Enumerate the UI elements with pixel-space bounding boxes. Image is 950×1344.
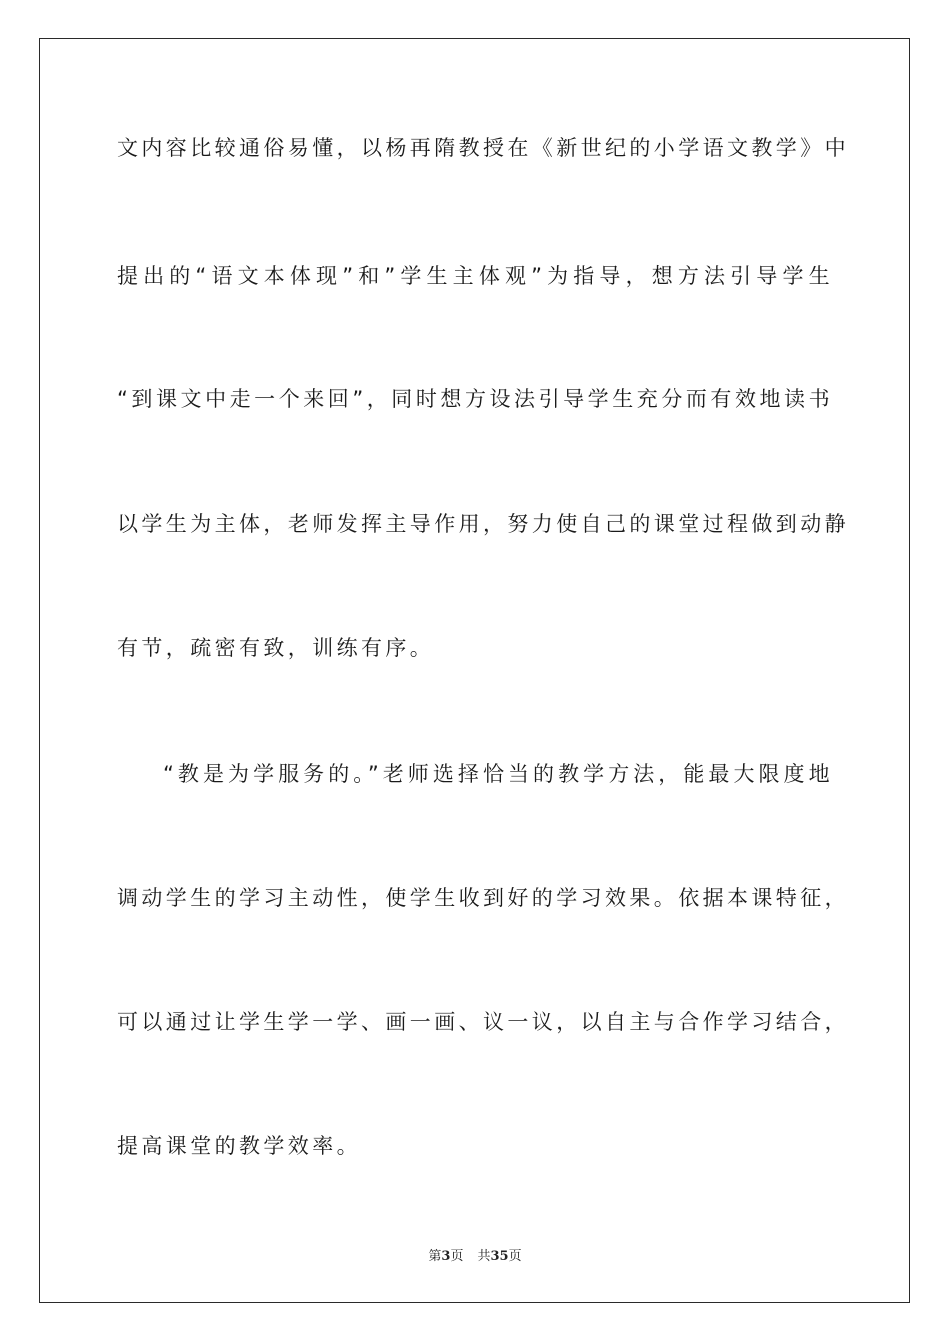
body-text-line: “到课文中走一个来回”，同时想方设法引导学生充分而有效地读书 [117,387,833,411]
total-prefix: 共 [477,1249,491,1264]
page-suffix: 页 [450,1249,464,1264]
total-suffix: 页 [508,1249,522,1264]
page-border [39,38,910,1303]
body-text-line: 提高课堂的教学效率。 [117,1134,361,1158]
paragraph-first-line: “教是为学服务的。”老师选择恰当的教学方法，能最大限度地 [163,762,833,786]
body-text-line: 可以通过让学生学一学、画一画、议一议，以自主与合作学习结合， [117,1010,849,1034]
body-text-line: 有节，疏密有致，训练有序。 [117,636,435,660]
page-footer [0,1248,950,1266]
body-text-line: 提出的“语文本体现”和”学生主体观”为指导，想方法引导学生 [117,264,833,288]
body-text-line: 以学生为主体，老师发挥主导作用，努力使自己的课堂过程做到动静 [117,512,849,536]
body-text-line: 文内容比较通俗易懂，以杨再隋教授在《新世纪的小学语文教学》中 [117,136,849,160]
page-prefix: 第 [428,1249,442,1264]
body-text-line: 调动学生的学习主动性，使学生收到好的学习效果。依据本课特征， [117,886,849,910]
page-number: 3 [441,1249,451,1264]
total-pages: 35 [490,1249,509,1264]
